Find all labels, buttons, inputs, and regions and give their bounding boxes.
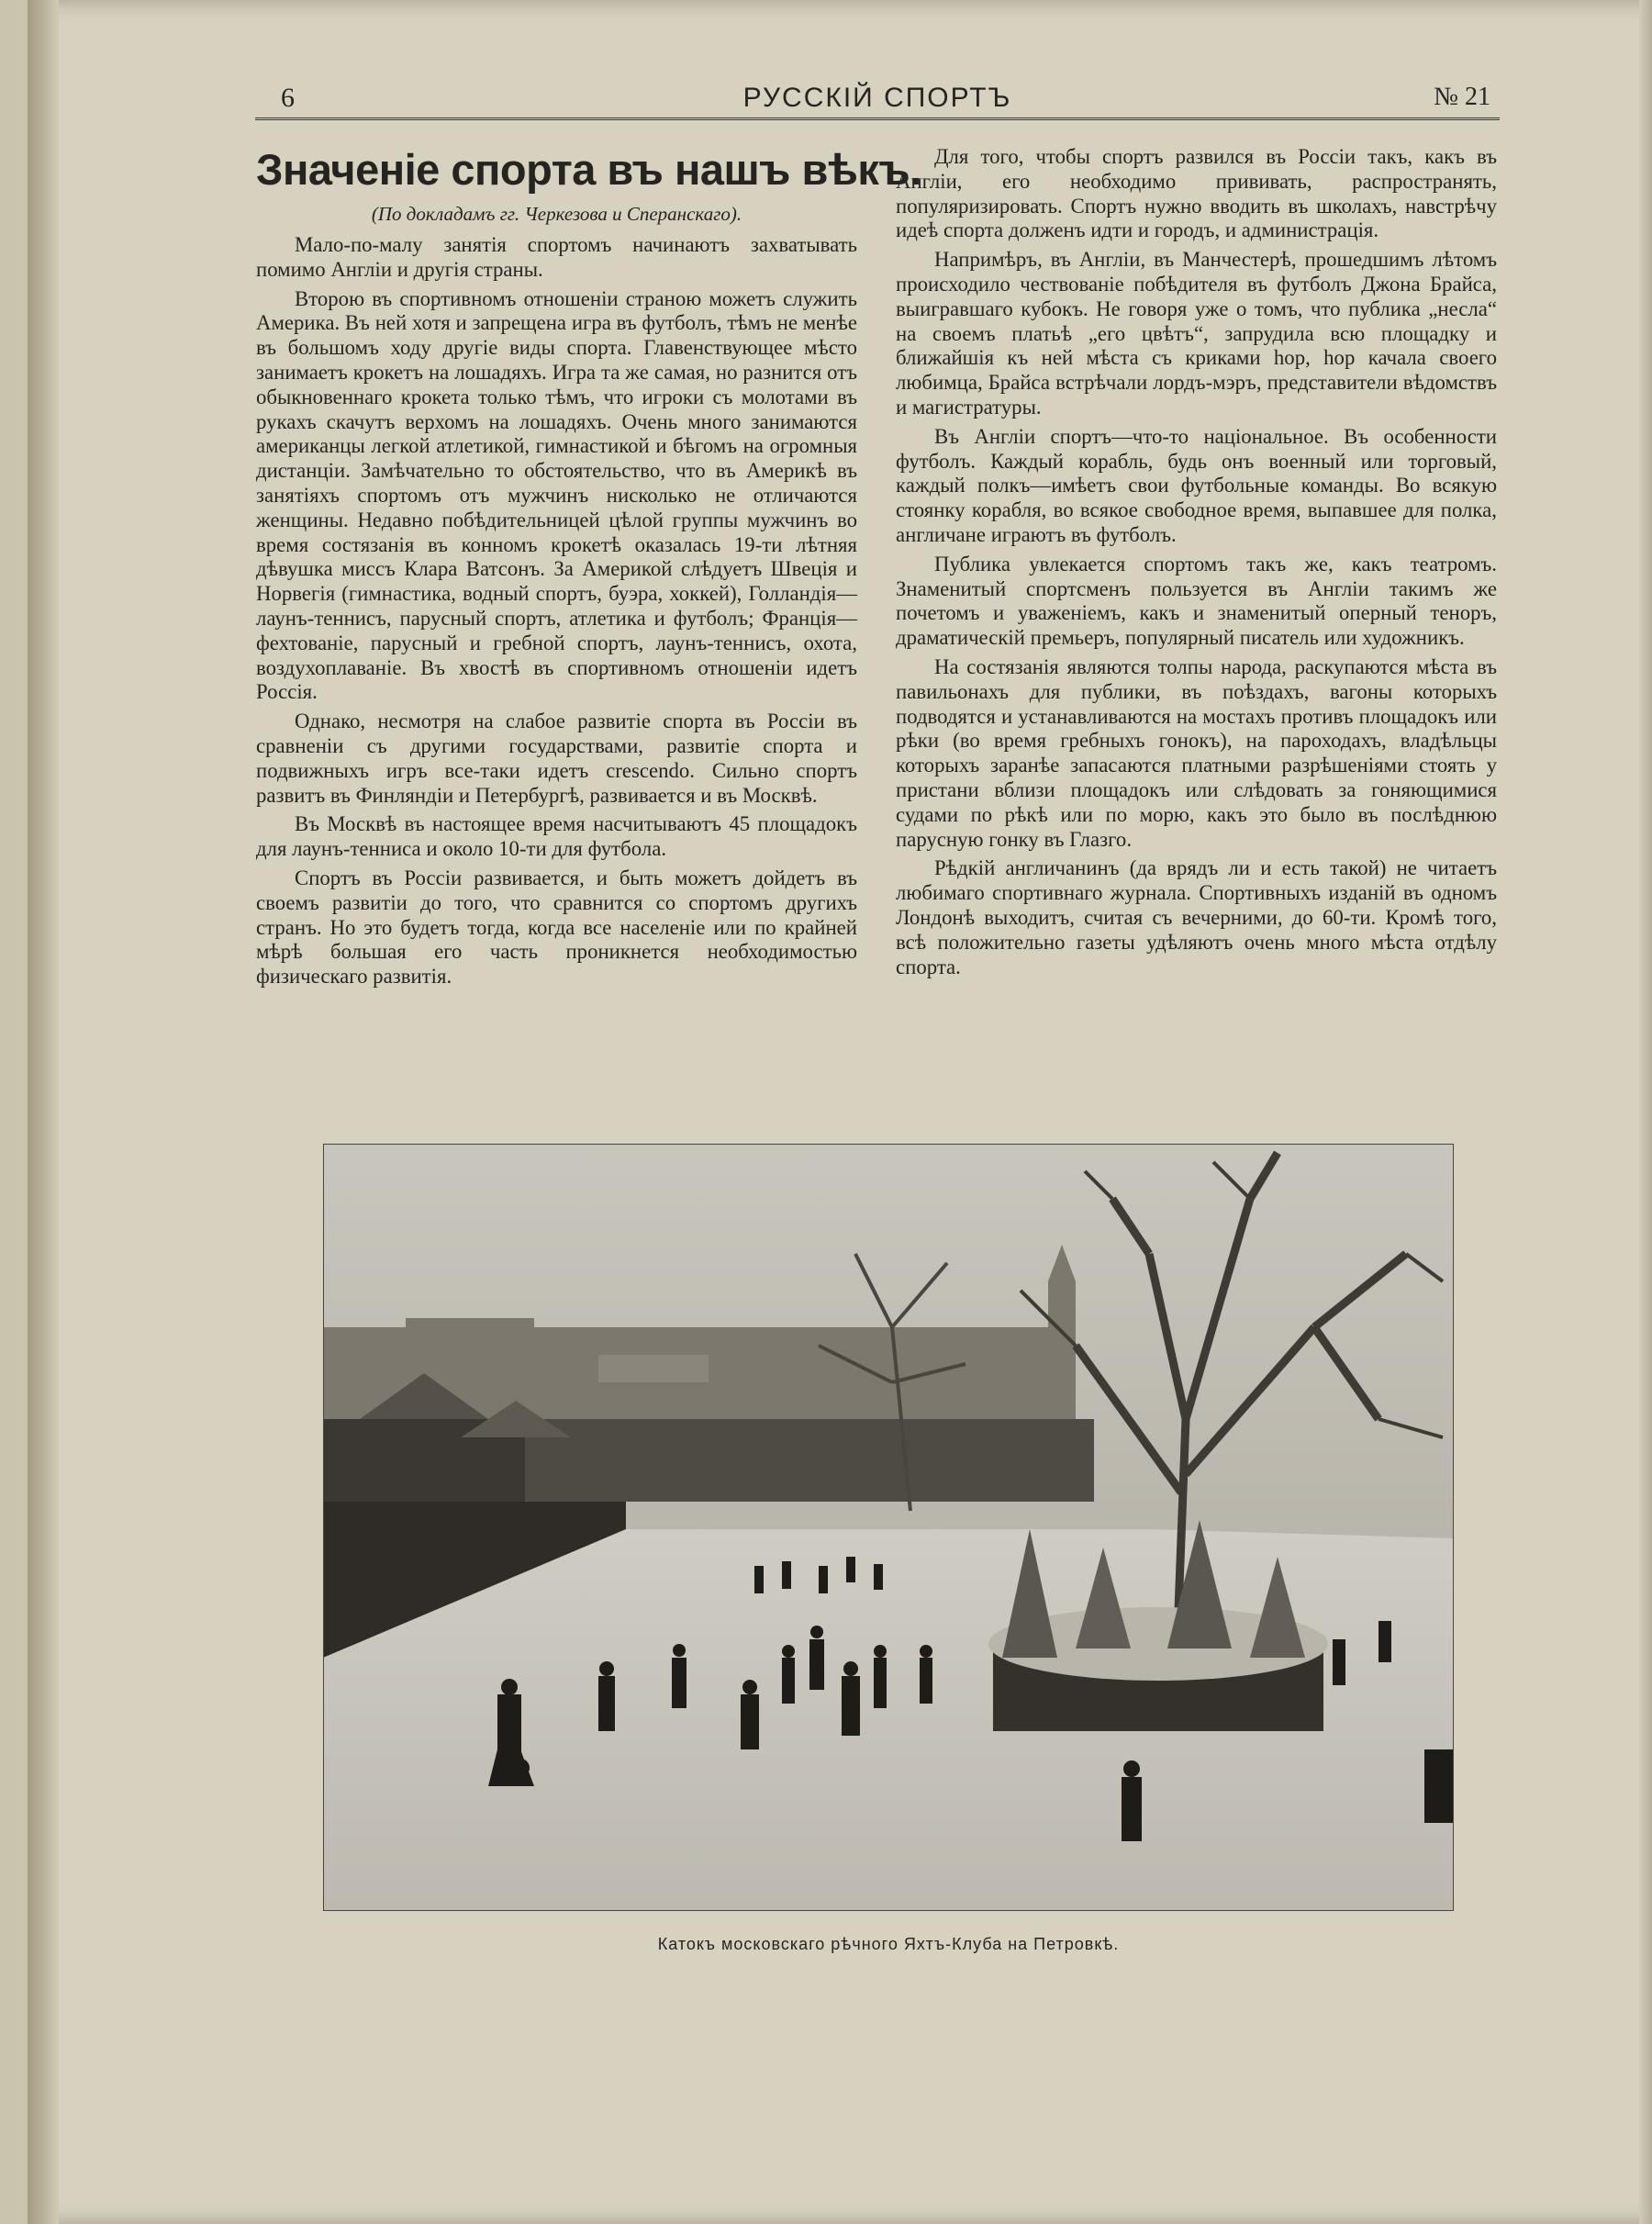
paragraph: Въ Англіи спортъ—что-то національное. Въ особенности футболъ. Каждый корабль, будь онъ военный или торговый, каждый полкъ—имѣетъ свои футбольные команды. Во всякую стоянку корабля, во всякое свободное время, выпавшее для полка, англичане играютъ въ футболъ. [896, 424, 1497, 546]
skating-rink-photo [323, 1144, 1454, 1911]
paragraph: Напримѣръ, въ Англіи, въ Манчестерѣ, прошедшимъ лѣтомъ происходило чествованіе побѣдителя въ футболъ Джона Брайса, выигравшаго кубокъ. Не говоря уже о томъ, что публика „несла“ на своемъ платьѣ „его цвѣтъ“, запрудила всю площадку и ближайшія къ ней мѣста съ криками һор, һор качала своего любимца, Брайса встрѣчали лордъ-мэръ, представители вѣдомствъ и магистратуры. [896, 248, 1497, 419]
paragraph: Спортъ въ Россіи развивается, и быть можетъ дойдетъ въ своемъ развитіи до того, что сравнится со спортомъ другихъ странъ. Но это будетъ тогда, когда все населеніе или по крайней мѣрѣ большая его часть проникнется необходимостью физическаго развитія. [256, 866, 857, 989]
page-spine-shadow [28, 0, 59, 2224]
paragraph: Для того, чтобы спортъ развился въ Россіи такъ, какъ въ Англіи, его необходимо прививать, распространять, популяризировать. Спортъ нужно вводить въ школахъ, навстрѣчу идеѣ спорта долженъ идти и городъ, и администрація. [896, 145, 1497, 242]
magazine-title: РУССКІЙ СПОРТЪ [742, 83, 1012, 113]
paragraph: Однако, несмотря на слабое развитіе спорта въ Россіи въ сравненіи съ другими государствами, развитіе спорта и подвижныхъ игръ все-таки идетъ crescendo. Сильно спортъ развитъ въ Финляндіи и Петербургѣ, развивается и въ Москвѣ. [256, 710, 857, 807]
paragraph: На состязанія являются толпы народа, раскупаются мѣста въ павильонахъ для публики, въ поѣздахъ, вагоны которыхъ подводятся и устанавливаются на мостахъ противъ площадокъ или рѣки (во время гребныхъ гонокъ), на пароходахъ, владѣльцы которыхъ заранѣе запасаются платными разрѣшеніями стоять у пристани вблизи площадокъ или слѣдовать за гоняющимися судами по рѣкѣ или по морю, какъ это было въ послѣднюю парусную гонку въ Глазго. [896, 654, 1497, 851]
page-header [255, 79, 1500, 120]
paragraph: Въ Москвѣ въ настоящее время насчитываютъ 45 площадокъ для лаунъ-тенниса и около 10-ти для футбола. [256, 812, 857, 861]
article-column-right [896, 145, 1497, 979]
page-number: 6 [281, 83, 295, 113]
paragraph: Мало-по-малу занятія спортомъ начинаютъ захватывать помимо Англіи и другія страны. [256, 233, 857, 281]
paragraph: Публика увлекается спортомъ такъ же, какъ театромъ. Знаменитый спортсменъ пользуется въ Англіи такимъ же почетомъ и уваженіемъ, какъ и знаменитый оперный теноръ, драматическій премьеръ, популярный писатель или художникъ. [896, 552, 1497, 650]
paragraph: Второю въ спортивномъ отношеніи страною можетъ служить Америка. Въ ней хотя и запрещена игра въ футболъ, тѣмъ не менѣе въ большомъ ходу другіе виды спорта. Главенствующее мѣсто занимаетъ крокетъ на лошадяхъ. Игра та же самая, но разнится отъ обыкновеннаго крокета только тѣмъ, что игроки съ молотами въ рукахъ скачутъ верхомъ на лошадяхъ. Очень много занимаются американцы легкой атлетикой, гимнастикой и бѣгомъ на огромныя дистанціи. Замѣчательно то обстоятельство, что въ Америкѣ въ занятіяхъ спортомъ отъ мужчинъ нисколько не отличаются женщины. Недавно побѣдительницей цѣлой группы мужчинъ во время состязанія въ конномъ крокетѣ оказалась 19-ти лѣтняя дѣвушка миссъ Клара Ватсонъ. За Америкой слѣдуетъ Швеція и Норвегія (гимнастика, водный спортъ, буэра, хоккей), Голландія—лаунъ-теннисъ, парусный спортъ, атлетика и футболъ; Франція—фехтованіе, парусный и гребной спортъ, лаунъ-теннисъ, охота, воздухоплаваніе. Въ хвостѣ въ спортивномъ отношеніи идетъ Россія. [256, 286, 857, 704]
paragraph: Рѣдкій англичанинъ (да врядъ ли и есть такой) не читаетъ любимаго спортивнаго журнала. Спортивныхъ изданій въ одномъ Лондонѣ выходитъ, считая съ вечерними, до 60-ти. Кромѣ того, всѣ положительно газеты удѣляютъ очень много мѣста отдѣлу спорта. [896, 856, 1497, 978]
article-title: Значеніе спорта въ нашъ вѣкъ. [256, 145, 921, 194]
page-edge [1639, 0, 1652, 2224]
photo-illustration [323, 1144, 1454, 1911]
article-byline: (По докладамъ гг. Черкезова и Сперанскаго). [371, 203, 742, 225]
article-column-left [256, 145, 921, 989]
photo-caption: Катокъ московскаго рѣчного Яхтъ-Клуба на Петровкѣ. [657, 1935, 1120, 1953]
issue-number: № 21 [1434, 83, 1490, 111]
